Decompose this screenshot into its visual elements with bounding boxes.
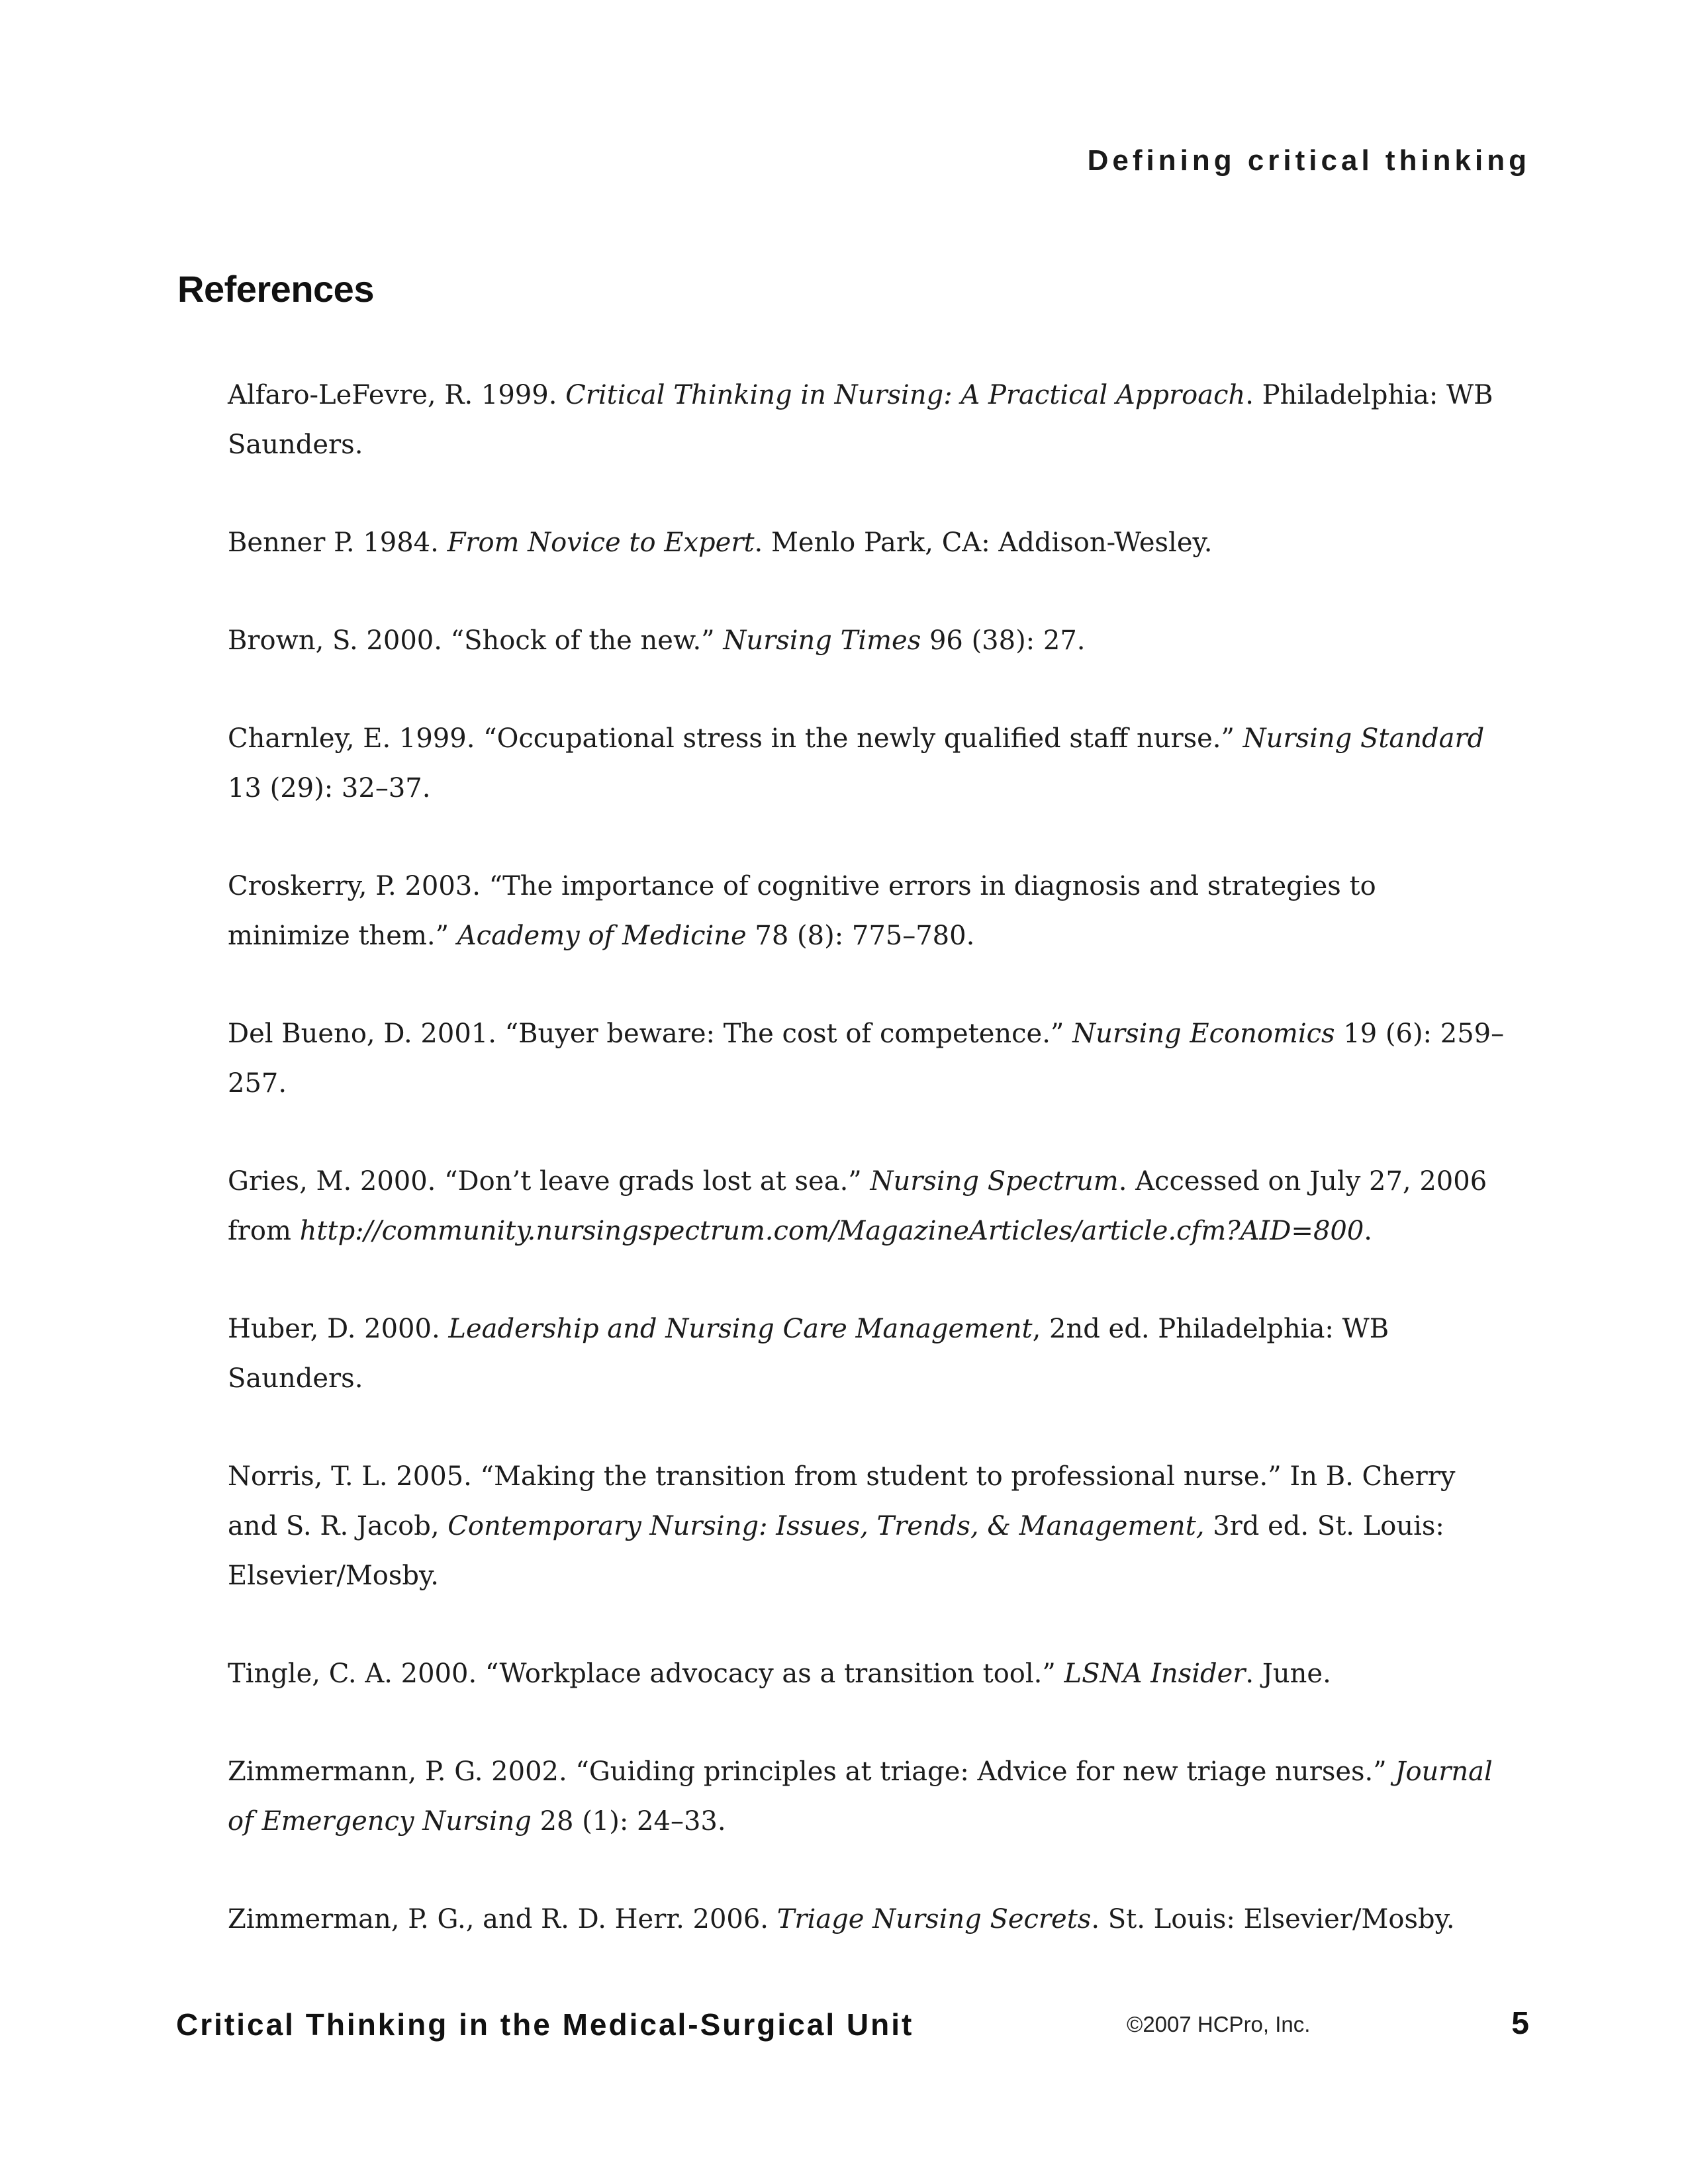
footer-copyright: ©2007 HCPro, Inc. [1127, 2012, 1311, 2036]
reference-list [228, 371, 1505, 1993]
reference-item: Benner P. 1984. From Novice to Expert. Menlo Park, CA: Addison-Wesley. [228, 527, 1213, 558]
reference-item: Zimmermann, P. G. 2002. “Guiding principles at triage: Advice for new triage nurses.” Journal of Emergency Nursing 28 (1): 24–33. [228, 1756, 1493, 1837]
reference-item: Zimmerman, P. G., and R. D. Herr. 2006. Triage Nursing Secrets. St. Louis: Elsevier/Mosby. [228, 1904, 1455, 1934]
reference-url: http://community.nursingspectrum.com/MagazineArticles/article.cfm?AID=800 [299, 1216, 1364, 1246]
reference-item: Tingle, C. A. 2000. “Workplace advocacy as a transition tool.” LSNA Insider. June. [228, 1659, 1331, 1689]
reference-item: Brown, S. 2000. “Shock of the new.” Nursing Times 96 (38): 27. [228, 625, 1086, 656]
section-title: References [177, 268, 374, 310]
reference-item: Huber, D. 2000. Leadership and Nursing Care Management, 2nd ed. Philadelphia: WB Saunders. [228, 1314, 1389, 1394]
running-head: Defining critical thinking [1087, 144, 1530, 177]
footer-book-title: Critical Thinking in the Medical-Surgical Unit [176, 2007, 914, 2042]
reference-item: Charnley, E. 1999. “Occupational stress in the newly qualified staff nurse.” Nursing Standard 13 (29): 32–37. [228, 723, 1485, 803]
reference-item: Alfaro-LeFevre, R. 1999. Critical Thinking in Nursing: A Practical Approach. Philadelphia: WB Saunders. [228, 380, 1493, 460]
reference-item: Del Bueno, D. 2001. “Buyer beware: The cost of competence.” Nursing Economics 19 (6): 259–257. [228, 1019, 1505, 1099]
page-number: 5 [1511, 2006, 1529, 2041]
reference-item: Croskerry, P. 2003. “The importance of cognitive errors in diagnosis and strategies to minimize them.” Academy of Medicine 78 (8): 775–780. [228, 871, 1376, 951]
reference-item: Gries, M. 2000. “Don’t leave grads lost at sea.” Nursing Spectrum. Accessed on July 27, 2006 from http://community.nursingspectrum.com/MagazineArticles/article.cfm?AID=800. [228, 1166, 1487, 1246]
reference-item: Norris, T. L. 2005. “Making the transition from student to professional nurse.” In B. Cherry and S. R. Jacob, Contemporary Nursing: Issues, Trends, & Management, 3rd ed. St. Louis: Elsevier/Mosby. [228, 1461, 1456, 1591]
